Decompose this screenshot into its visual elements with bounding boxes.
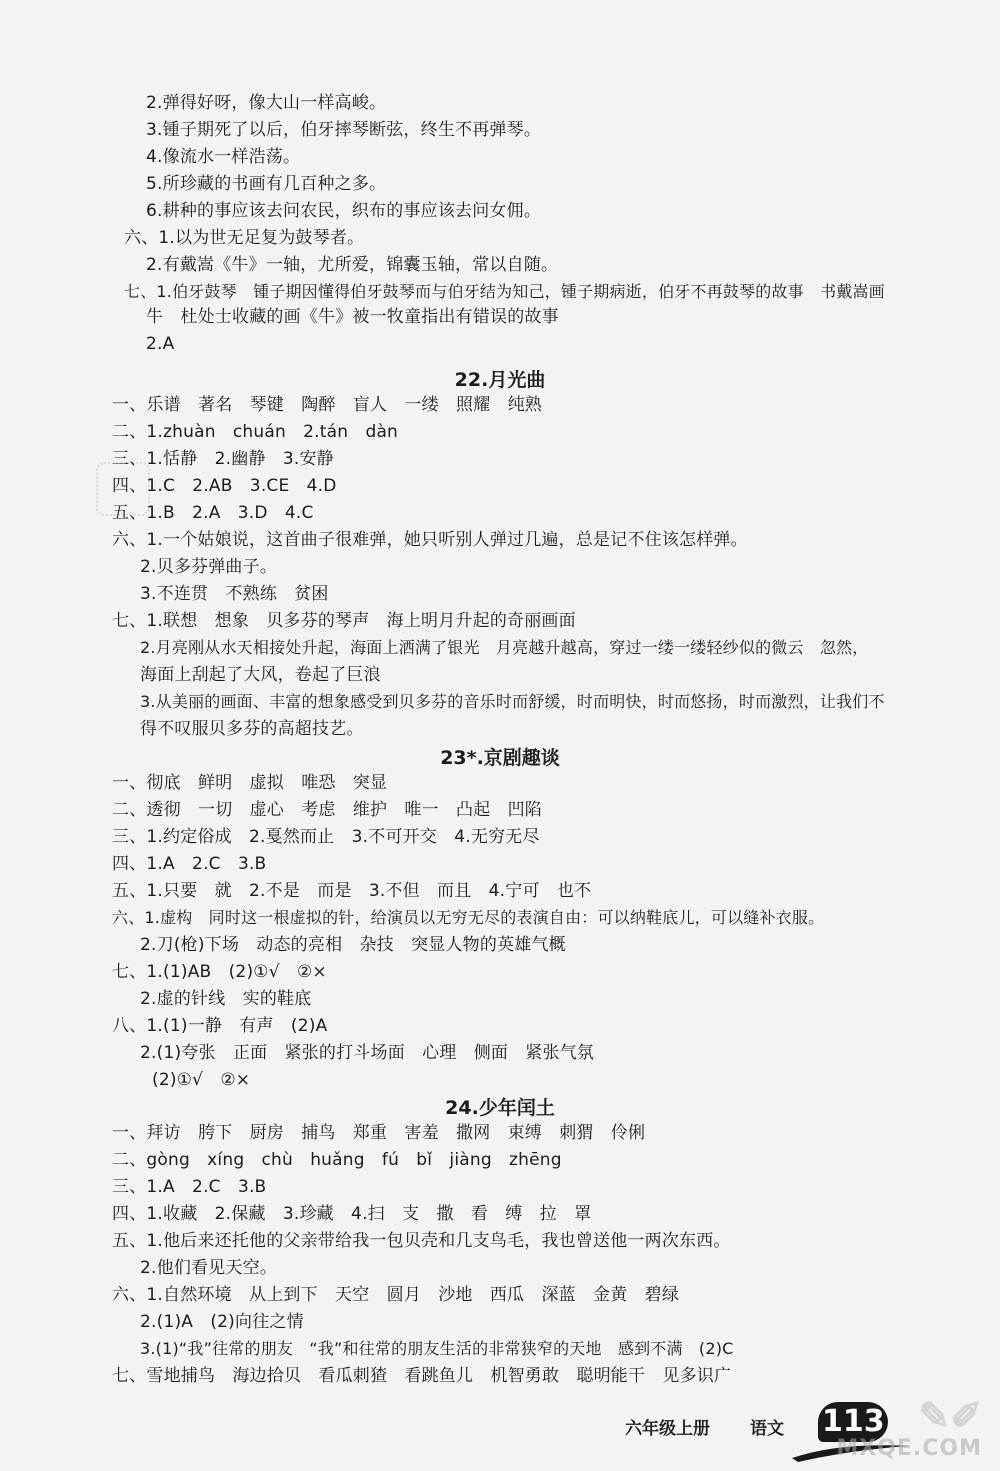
watermark-logo-icon: ✎✐: [918, 1393, 982, 1438]
answer-line: 6.耕种的事应该去问农民，织布的事应该去问女佣。: [146, 201, 542, 221]
answer-line: 四、1.C 2.AB 3.CE 4.D: [112, 476, 337, 496]
section-title: 23*.京剧趣谈: [440, 747, 560, 769]
answer-line: 八、1.(1)一静 有声 (2)A: [112, 1016, 328, 1036]
answer-line: 四、1.A 2.C 3.B: [112, 854, 267, 874]
answer-line: 2.有戴嵩《牛》一轴，尤所爱，锦囊玉轴，常以自随。: [146, 255, 559, 275]
answer-line: 三、1.约定俗成 2.戛然而止 3.不可开交 4.无穷无尽: [112, 827, 540, 847]
answer-line: 2.弹得好呀，像大山一样高峻。: [146, 93, 387, 113]
answer-line: 一、彻底 鲜明 虚拟 唯恐 突显: [112, 773, 388, 793]
answer-line: 4.像流水一样浩荡。: [146, 147, 301, 167]
answer-line: 四、1.收藏 2.保藏 3.珍藏 4.扫 支 撒 看 缚 拉 罩: [112, 1204, 592, 1224]
answer-line: 一、拜访 胯下 厨房 捕鸟 郑重 害羞 撒网 束缚 刺猬 伶俐: [112, 1123, 646, 1143]
answer-line: 五、1.只要 就 2.不是 而是 3.不但 而且 4.宁可 也不: [112, 881, 592, 901]
answer-line: 五、1.他后来还托他的父亲带给我一包贝壳和几支鸟毛，我也曾送他一两次东西。: [112, 1231, 731, 1251]
answer-line: 六、1.自然环境 从上到下 天空 圆月 沙地 西瓜 深蓝 金黄 碧绿: [112, 1285, 680, 1305]
answer-line: 五、1.B 2.A 3.D 4.C: [112, 503, 314, 523]
answer-line: 2.A: [146, 334, 175, 354]
answer-line: 2.月亮刚从水天相接处升起，海面上洒满了银光 月亮越升越高，穿过一缕一缕轻纱似的微云 忽然，: [140, 638, 869, 657]
grade-label: 六年级上册: [625, 1419, 710, 1439]
section-title: 22.月光曲: [454, 369, 546, 391]
answer-line: 三、1.恬静 2.幽静 3.安静: [112, 449, 334, 469]
subject-label: 语文: [750, 1419, 784, 1439]
answer-line: 2.他们看见天空。: [140, 1258, 278, 1278]
answer-line: 2.刀(枪)下场 动态的亮相 杂技 突显人物的英雄气概: [140, 935, 566, 955]
answer-line: 七、雪地捕鸟 海边拾贝 看瓜刺猹 看跳鱼儿 机智勇敢 聪明能干 见多识广: [112, 1366, 732, 1386]
answer-line: 海面上刮起了大风，卷起了巨浪: [140, 665, 381, 685]
answer-line: 七、1.(1)AB (2)①√ ②×: [112, 962, 327, 982]
answer-line: 七、1.联想 想象 贝多芬的琴声 海上明月升起的奇丽画面: [112, 611, 576, 631]
answer-line: 二、1.zhuàn chuán 2.tán dàn: [112, 422, 399, 442]
site-watermark: [812, 1393, 982, 1461]
answer-line: 三、1.A 2.C 3.B: [112, 1177, 267, 1197]
answer-line: 六、1.一个姑娘说，这首曲子很难弹，她只听别人弹过几遍，总是记不住该怎样弹。: [112, 530, 748, 550]
answer-line: (2)①√ ②×: [152, 1070, 251, 1090]
page-number: 113: [822, 1404, 885, 1439]
answer-line: 二、透彻 一切 虚心 考虑 维护 唯一 凸起 凹陷: [112, 800, 542, 820]
answer-line: 2.虚的针线 实的鞋底: [140, 989, 312, 1009]
answer-line: 2.(1)夸张 正面 紧张的打斗场面 心理 侧面 紧张气氛: [140, 1043, 595, 1063]
answer-line: 一、乐谱 著名 琴键 陶醉 盲人 一缕 照耀 纯熟: [112, 395, 542, 415]
section-title: 24.少年闰土: [445, 1097, 555, 1119]
answer-line: 3.不连贯 不熟练 贫困: [140, 584, 329, 604]
answer-line: 3.锺子期死了以后，伯牙摔琴断弦，终生不再弹琴。: [146, 120, 542, 140]
answer-line: 七、1.伯牙鼓琴 锺子期因懂得伯牙鼓琴而与伯牙结为知己，锺子期病逝，伯牙不再鼓琴的故事 书戴嵩画: [124, 282, 885, 301]
answer-line: 3.(1)“我”往常的朋友 “我”和往常的朋友生活的非常狭窄的天地 感到不满 (2)C: [140, 1339, 734, 1358]
watermark-site: MXQE.COM: [836, 1436, 982, 1461]
answer-line: 六、1.虚构 同时这一根虚拟的针，给演员以无穷无尽的表演自由：可以纳鞋底儿，可以缝补衣服。: [112, 908, 825, 927]
answer-line: 2.贝多芬弹曲子。: [140, 557, 278, 577]
answer-line: 六、1.以为世无足复为鼓琴者。: [124, 228, 365, 248]
answer-line: 二、gòng xíng chù huǎng fú bǐ jiàng zhēng: [112, 1150, 562, 1170]
answer-line: 2.(1)A (2)向往之情: [140, 1312, 304, 1332]
answer-line: 3.从美丽的画面、丰富的想象感受到贝多芬的音乐时而舒缓，时而明快，时而悠扬，时而激烈，让我们不: [140, 692, 885, 711]
answer-line: 5.所珍藏的书画有几百种之多。: [146, 174, 387, 194]
answer-line: 牛 杜处士收藏的画《牛》被一牧童指出有错误的故事: [146, 307, 559, 327]
answer-line: 得不叹服贝多芬的高超技艺。: [140, 719, 364, 739]
